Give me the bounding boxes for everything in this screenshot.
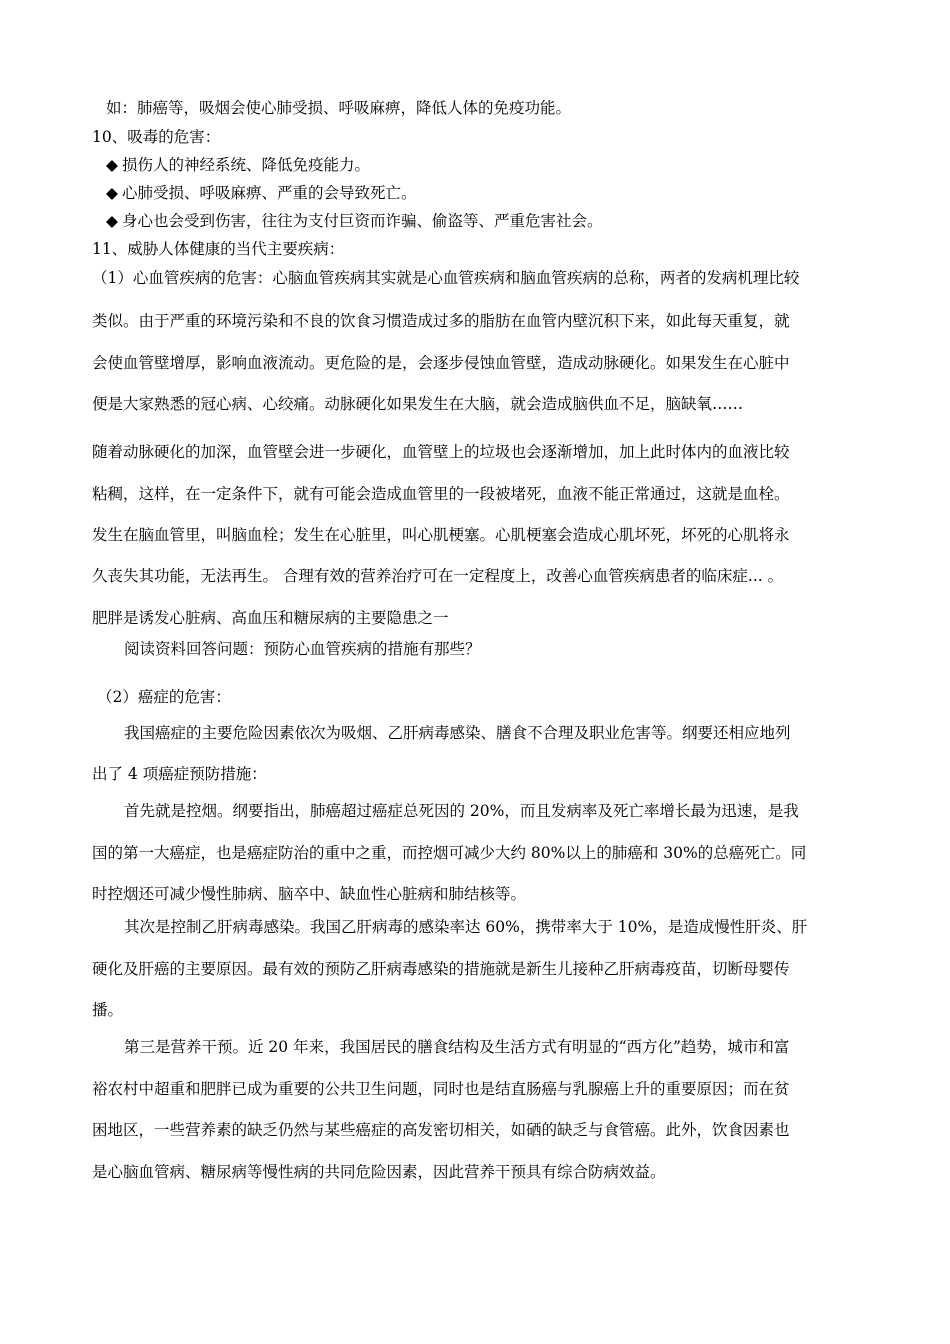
section-heading: （2）癌症的危害： [97,688,231,706]
bullet-item [106,155,876,175]
text-line: 其次是控制乙肝病毒感染。我国乙肝病毒的感染率达 60%，携带率大于 10%，是造成慢性肝炎、肝 [124,918,808,936]
bullet-item [106,211,876,231]
text-line: 类似。由于严重的环境污染和不良的饮食习惯造成过多的脂肪在血管内壁沉积下来，如此每天重复，就 [92,312,790,330]
text-line: 会使血管壁增厚，影响血液流动。更危险的是，会逐步侵蚀血管壁，造成动脉硬化。如果发生在心脏中 [92,354,790,372]
text-line: 粘稠，这样，在一定条件下，就有可能会造成血管里的一段被堵死，血液不能正常通过，这就是血栓。 [92,485,790,503]
bullet-text: 损伤人的神经系统、降低免疫能力。 [122,156,371,174]
bullet-text: 身心也会受到伤害，往往为支付巨资而诈骗、偷盗等、严重危害社会。 [122,212,603,230]
text-line: 播。 [92,1001,124,1019]
text-line: 是心脑血管病、糖尿病等慢性病的共同危险因素，因此营养干预具有综合防病效益。 [92,1163,666,1181]
text-line: 出了 4 项癌症预防措施： [92,765,267,783]
text-line: 困地区，一些营养素的缺乏仍然与某些癌症的高发密切相关，如硒的缺乏与食管癌。此外，饮食因素也 [92,1121,790,1139]
section-heading: 10、吸毒的危害： [92,128,221,146]
text-line: 便是大家熟悉的冠心病、心绞痛。动脉硬化如果发生在大脑，就会造成脑供血不足，脑缺氧…… [92,395,744,413]
bullet-text: 心肺受损、呼吸麻痹、严重的会导致死亡。 [122,184,417,202]
text-line: 时控烟还可减少慢性肺病、脑卒中、缺血性心脏病和肺结核等。 [92,885,527,903]
diamond-bullet-icon: ◆ [106,184,118,202]
text-line: 我国癌症的主要危险因素依次为吸烟、乙肝病毒感染、膳食不合理及职业危害等。纲要还相应地列 [124,724,791,742]
text-line: 久丧失其功能，无法再生。 合理有效的营养治疗可在一定程度上，改善心血管疾病患者的临床症... 。 [92,567,784,585]
diamond-bullet-icon: ◆ [106,156,118,174]
text-line: 如：肺癌等，吸烟会使心肺受损、呼吸麻痹，降低人体的免疫功能。 [106,99,572,117]
text-line: 发生在脑血管里，叫脑血栓；发生在心脏里，叫心肌梗塞。心肌梗塞会造成心肌坏死，坏死的心肌将永 [92,526,790,544]
text-line: 随着动脉硬化的加深，血管壁会进一步硬化，血管壁上的垃圾也会逐渐增加，加上此时体内的血液比较 [92,443,790,461]
text-line: 首先就是控烟。纲要指出，肺癌超过癌症总死因的 20%，而且发病率及死亡率增长最为迅速，是我 [124,802,799,820]
text-line: 第三是营养干预。近 20 年来，我国居民的膳食结构及生活方式有明显的“西方化”趋势，城市和富 [124,1038,790,1056]
bullet-item [106,183,876,203]
text-line: 裕农村中超重和肥胖已成为重要的公共卫生问题，同时也是结直肠癌与乳腺癌上升的重要原因；而在贫 [92,1080,790,1098]
text-line: 国的第一大癌症，也是癌症防治的重中之重，而控烟可减少大约 80%以上的肺癌和 30%的总癌死亡。同 [92,844,807,862]
diamond-bullet-icon: ◆ [106,212,118,230]
text-line: 硬化及肝癌的主要原因。最有效的预防乙肝病毒感染的措施就是新生儿接种乙肝病毒疫苗，切断母婴传 [92,960,790,978]
question-line: 阅读资料回答问题：预防心血管疾病的措施有那些？ [124,640,481,658]
text-line: （1）心血管疾病的危害：心脑血管疾病其实就是心血管疾病和脑血管疾病的总称，两者的发病机理比较 [92,269,800,287]
text-line: 肥胖是诱发心脏病、高血压和糖尿病的主要隐患之一 [92,609,449,627]
section-heading: 11、威胁人体健康的当代主要疾病： [92,240,345,258]
